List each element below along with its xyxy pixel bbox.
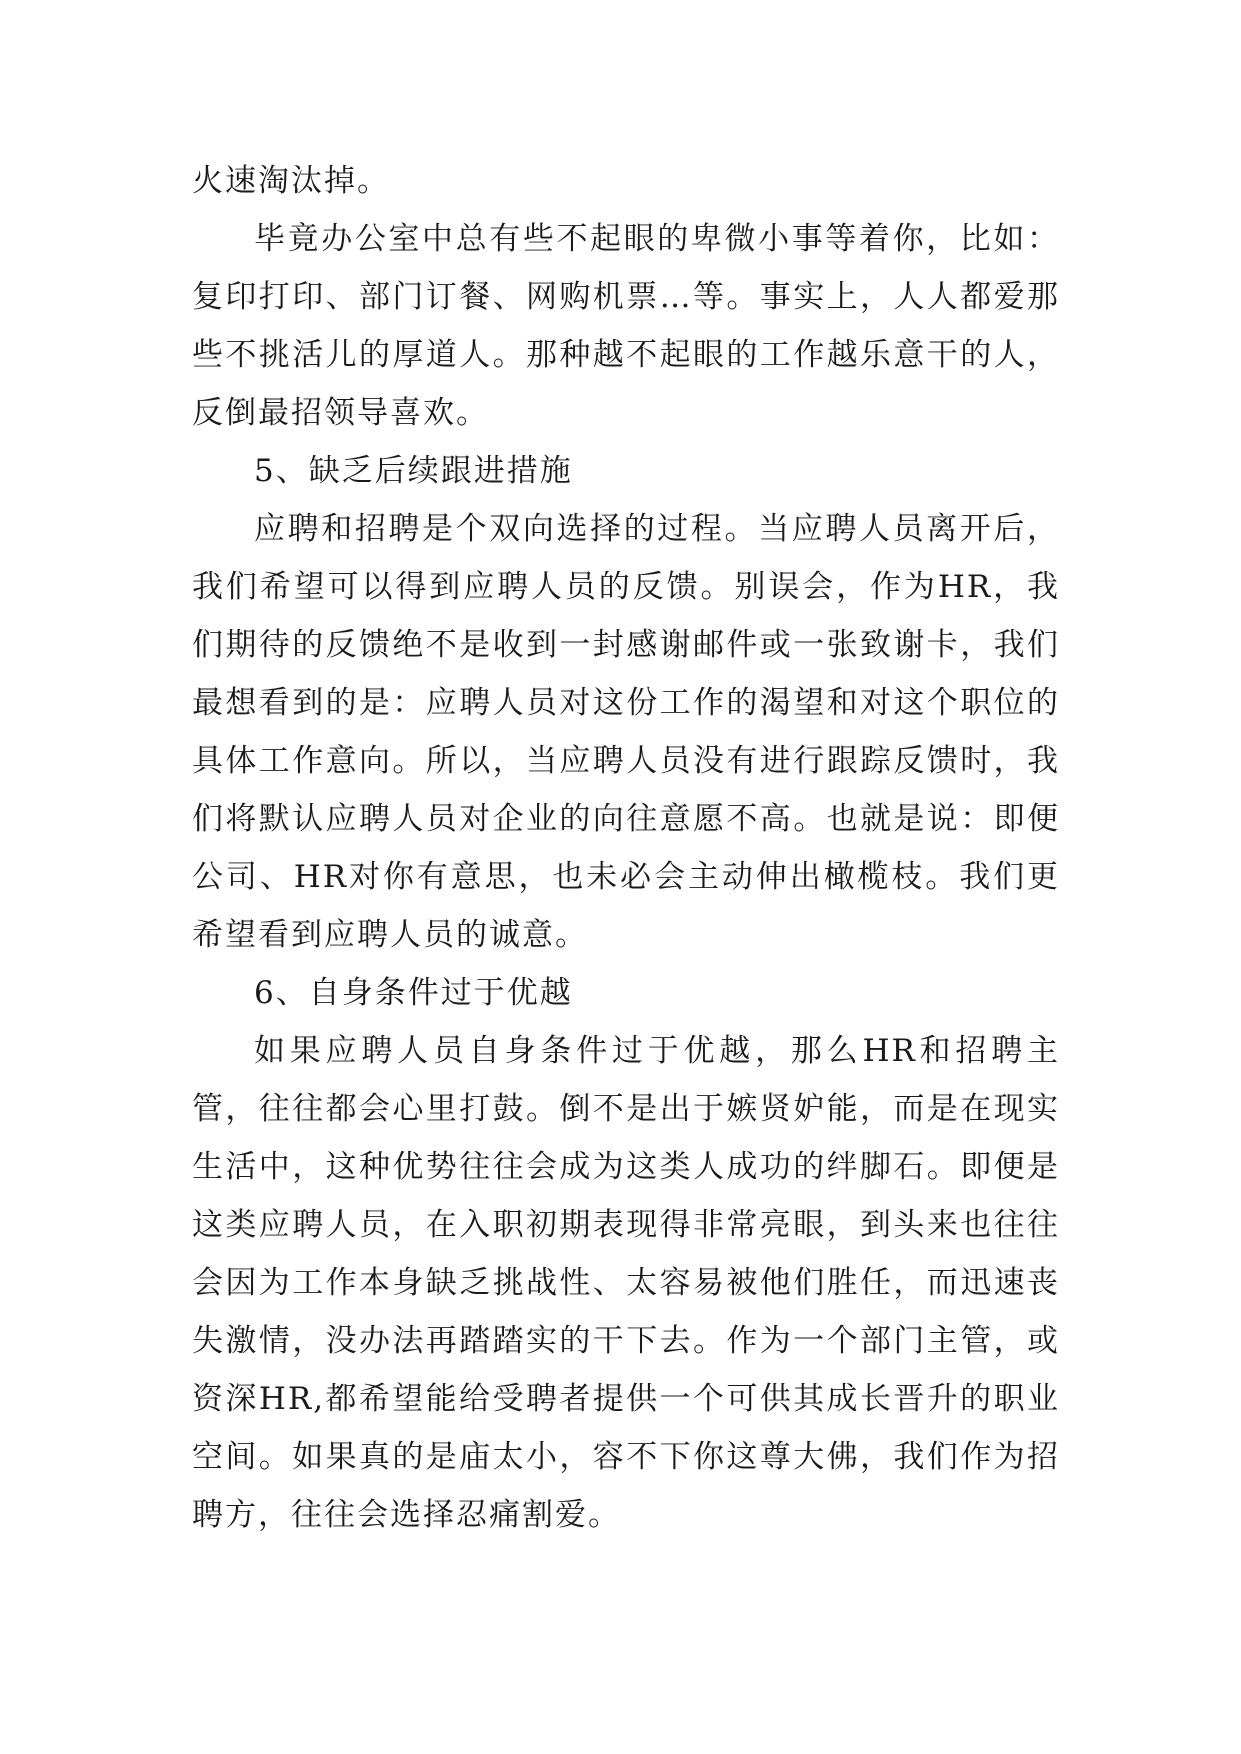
section-heading-6: 6、自身条件过于优越 xyxy=(254,975,573,1011)
section-heading-5: 5、缺乏后续跟进措施 xyxy=(254,453,573,489)
paragraph-overqualified: 如果应聘人员自身条件过于优越，那么HR和招聘主管，往往都会心里打鼓。倒不是出于嫉贤妒能，而是在现实生活中，这种优势往往会成为这类人成功的绊脚石。即便是这类应聘人员，在入职初期表现得非常亮眼，到头来也往往会因为工作本身缺乏挑战性、太容易被他们胜任，而迅速丧失激情，没办法再踏踏实的干下去。作为一个部门主管，或资深HR,都希望能给受聘者提供一个可供其成长晋升的职业空间。如果真的是庙太小，容不下你这尊大佛，我们作为招聘方，往往会选择忍痛割爱。 xyxy=(192,1033,1060,1533)
paragraph-continued: 火速淘汰掉。 xyxy=(192,163,390,199)
document-body xyxy=(192,152,1060,1544)
paragraph-follow-up: 应聘和招聘是个双向选择的过程。当应聘人员离开后，我们希望可以得到应聘人员的反馈。别误会，作为HR，我们期待的反馈绝不是收到一封感谢邮件或一张致谢卡，我们最想看到的是：应聘人员对这份工作的渴望和对这个职位的具体工作意向。所以，当应聘人员没有进行跟踪反馈时，我们将默认应聘人员对企业的向往意愿不高。也就是说：即便公司、HR对你有意思，也未必会主动伸出橄榄枝。我们更希望看到应聘人员的诚意。 xyxy=(192,511,1060,953)
paragraph-office-chores: 毕竟办公室中总有些不起眼的卑微小事等着你，比如：复印打印、部门订餐、网购机票…等。事实上，人人都爱那些不挑活儿的厚道人。那种越不起眼的工作越乐意干的人，反倒最招领导喜欢。 xyxy=(192,221,1060,431)
